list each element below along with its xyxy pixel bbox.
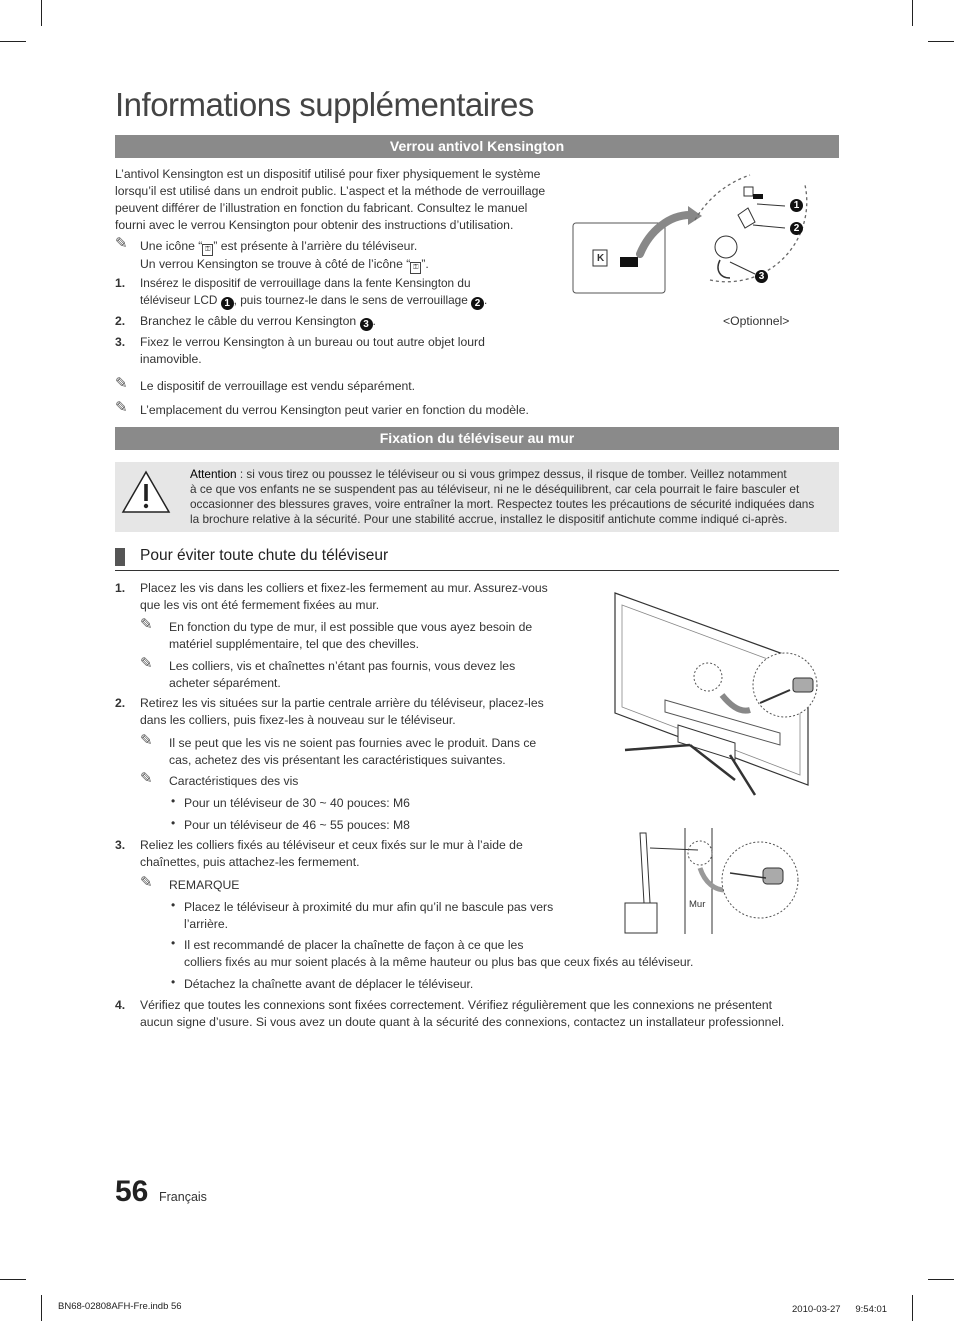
circle-3-icon: 3 xyxy=(360,318,373,331)
wall-side-illustration xyxy=(620,828,800,938)
crop-mark xyxy=(928,41,954,42)
bullet-dot: • xyxy=(171,975,176,989)
remark-label: REMARQUE xyxy=(169,878,240,892)
bullet-dot: • xyxy=(171,936,176,950)
kensington-intro xyxy=(115,166,555,234)
page-title: Informations supplémentaires xyxy=(115,86,534,123)
step-text: dans les colliers, puis fixez-les à nouveau sur le téléviseur. xyxy=(140,713,456,727)
kensington-step-3 xyxy=(140,334,560,368)
kensington-step-1 xyxy=(140,275,560,310)
circle-3-icon: 3 xyxy=(755,270,768,283)
crop-mark xyxy=(41,0,42,26)
step-text: Branchez le câble du verrou Kensington xyxy=(140,314,360,328)
optional-label: <Optionnel> xyxy=(723,314,790,328)
note-pencil-icon: ✎ xyxy=(140,616,153,633)
step-text: inamovible. xyxy=(140,352,202,366)
remark-text: l’arrière. xyxy=(184,917,229,931)
step-text: Vérifiez que toutes les connexions sont fixées correctement. Vérifiez régulièrement que les connexions ne présentent xyxy=(140,998,773,1012)
step-text: Reliez les colliers fixés au téléviseur et ceux fixés sur le mur à l’aide de xyxy=(140,838,523,852)
attention-text xyxy=(190,467,840,527)
kensington-note-icon xyxy=(140,238,560,274)
section-heading-kensington: Verrou antivol Kensington xyxy=(115,135,839,158)
wall-step-1-note-2 xyxy=(169,658,589,692)
circle-2-icon: 2 xyxy=(790,222,803,235)
kensington-note-sold: Le dispositif de verrouillage est vendu séparément. xyxy=(140,379,416,393)
crop-mark xyxy=(928,1279,954,1280)
step-number: 3. xyxy=(115,335,126,349)
tv-back-illustration xyxy=(590,585,830,805)
step-text: que les vis ont été fermement fixées au mur. xyxy=(140,598,380,612)
wall-step-1-note-1 xyxy=(169,619,589,653)
wall-step-2 xyxy=(140,695,580,729)
circle-1-icon: 1 xyxy=(221,297,234,310)
crop-mark xyxy=(912,0,913,26)
step-text: , puis tournez-le dans le sens de verrouillage xyxy=(233,293,472,307)
crop-mark xyxy=(0,41,26,42)
intro-line: peuvent différer de l’illustration en fonction du fabricant. Consultez le manuel xyxy=(115,201,528,215)
note-pencil-icon: ✎ xyxy=(140,732,153,749)
note-pencil-icon: ✎ xyxy=(115,235,128,252)
wall-step-2-note-1 xyxy=(169,735,589,769)
remark-text: colliers fixés au mur soient placés à la même hauteur ou plus bas que ceux fixés au téléviseur. xyxy=(184,955,694,969)
note-text: acheter séparément. xyxy=(169,676,281,690)
print-date: 2010-03-27 9:54:01 xyxy=(792,1304,888,1315)
kensington-note-location: L’emplacement du verrou Kensington peut varier en fonction du modèle. xyxy=(140,403,529,417)
step-number: 1. xyxy=(115,276,126,290)
crop-mark xyxy=(912,1295,913,1321)
step-text: . xyxy=(484,293,488,307)
step-text: chaînettes, puis attachez-les fermement. xyxy=(140,855,360,869)
step-number: 1. xyxy=(115,581,126,595)
file-info: BN68-02808AFH-Fre.indb 56 xyxy=(58,1301,182,1312)
remark-text: Il est recommandé de placer la chaînette de façon à ce que les xyxy=(184,938,524,952)
step-number: 2. xyxy=(115,314,126,328)
section-heading-wallmount: Fixation du téléviseur au mur xyxy=(115,427,839,450)
k-label: K xyxy=(597,253,605,264)
subheading-text: Pour éviter toute chute du téléviseur xyxy=(140,547,389,564)
note-text: Une icône “ xyxy=(140,239,203,253)
remark-text: Placez le téléviseur à proximité du mur afin qu’il ne bascule pas vers xyxy=(184,900,554,914)
crop-mark xyxy=(0,1279,26,1280)
wall-step-4 xyxy=(140,997,840,1031)
step-text: . xyxy=(372,314,376,328)
note-text: ” est présente à l’arrière du téléviseur. xyxy=(213,239,418,253)
note-pencil-icon: ✎ xyxy=(115,375,128,392)
note-pencil-icon: ✎ xyxy=(140,770,153,787)
subheading-marker xyxy=(115,548,125,566)
note-text: Il se peut que les vis ne soient pas fournies avec le produit. Dans ce xyxy=(169,736,537,750)
language-label: Français xyxy=(159,1190,207,1204)
bullet-dot: • xyxy=(171,816,176,830)
step-text: Placez les vis dans les colliers et fixez-les fermement au mur. Assurez-vous xyxy=(140,581,548,595)
screw-spec-1: Pour un téléviseur de 30 ~ 40 pouces: M6 xyxy=(184,796,410,810)
kensington-illustration xyxy=(570,170,810,300)
page-number: 56 xyxy=(115,1175,149,1208)
kensington-step-2 xyxy=(140,313,376,331)
step-text: Fixez le verrou Kensington à un bureau ou tout autre objet lourd xyxy=(140,335,485,349)
step-number: 2. xyxy=(115,696,126,710)
bullet-dot: • xyxy=(171,898,176,912)
note-text: En fonction du type de mur, il est possible que vous ayez besoin de xyxy=(169,620,533,634)
note-text: Un verrou Kensington se trouve à côté de l’icône “ xyxy=(140,257,411,271)
subheading xyxy=(115,546,839,571)
wall-step-2-note-2: Caractéristiques des vis xyxy=(169,774,299,788)
remark-3: Détachez la chaînette avant de déplacer le téléviseur. xyxy=(184,977,474,991)
remark-1 xyxy=(184,899,584,933)
bullet-dot: • xyxy=(171,794,176,808)
note-text: ”. xyxy=(421,257,429,271)
step-text: Insérez le dispositif de verrouillage dans la fente Kensington du xyxy=(140,276,471,290)
attention-line: : si vous tirez ou poussez le téléviseur ou si vous grimpez dessus, il risque de tomber. Veillez notamment xyxy=(236,467,787,481)
step-number: 3. xyxy=(115,838,126,852)
wall-label: Mur xyxy=(689,899,706,910)
attention-line: la brochure relative à la sécurité. Pour une stabilité accrue, installez le dispositif antichute comme indiqué ci-après. xyxy=(190,512,788,526)
screw-spec-2: Pour un téléviseur de 46 ~ 55 pouces: M8 xyxy=(184,818,410,832)
step-text: téléviseur LCD xyxy=(140,293,221,307)
wall-step-1 xyxy=(140,580,580,614)
crop-mark xyxy=(41,1295,42,1321)
circle-1-icon: 1 xyxy=(790,199,803,212)
wall-step-3 xyxy=(140,837,580,871)
step-text: Retirez les vis situées sur la partie centrale arrière du téléviseur, placez-les xyxy=(140,696,544,710)
warning-icon xyxy=(121,470,171,514)
note-pencil-icon: ✎ xyxy=(140,655,153,672)
step-text: aucun signe d’usure. Si vous avez un doute quant à la sécurité des connexions, contactez un installateur professionnel. xyxy=(140,1015,785,1029)
note-pencil-icon: ✎ xyxy=(140,874,153,891)
attention-line: occasionner des blessures graves, voire entraîner la mort. Respectez toutes les précautions de sécurité indiquées dans xyxy=(190,497,815,511)
note-text: matériel supplémentaire, tel que des chevilles. xyxy=(169,637,419,651)
attention-label: Attention xyxy=(190,467,237,481)
kensington-lock-icon: ⚿ xyxy=(410,262,421,274)
note-text: Les colliers, vis et chaînettes n’étant pas fournis, vous devez les xyxy=(169,659,516,673)
remark-2 xyxy=(184,937,804,971)
kensington-lock-icon: ⚿ xyxy=(202,244,213,256)
intro-line: lorsqu’il est utilisé dans un endroit public. L’aspect et la méthode de verrouillage xyxy=(115,184,546,198)
intro-line: fourni avec le verrou Kensington pour obtenir des instructions d’utilisation. xyxy=(115,218,514,232)
attention-line: à ce que vos enfants ne se suspendent pas au téléviseur, ni ne le déséquilibrent, car cela pourrait le faire basculer et xyxy=(190,482,800,496)
note-pencil-icon: ✎ xyxy=(115,399,128,416)
circle-2-icon: 2 xyxy=(471,297,484,310)
note-text: cas, achetez des vis présentant les caractéristiques suivantes. xyxy=(169,753,506,767)
intro-line: L’antivol Kensington est un dispositif utilisé pour fixer physiquement le système xyxy=(115,167,541,181)
step-number: 4. xyxy=(115,998,126,1012)
